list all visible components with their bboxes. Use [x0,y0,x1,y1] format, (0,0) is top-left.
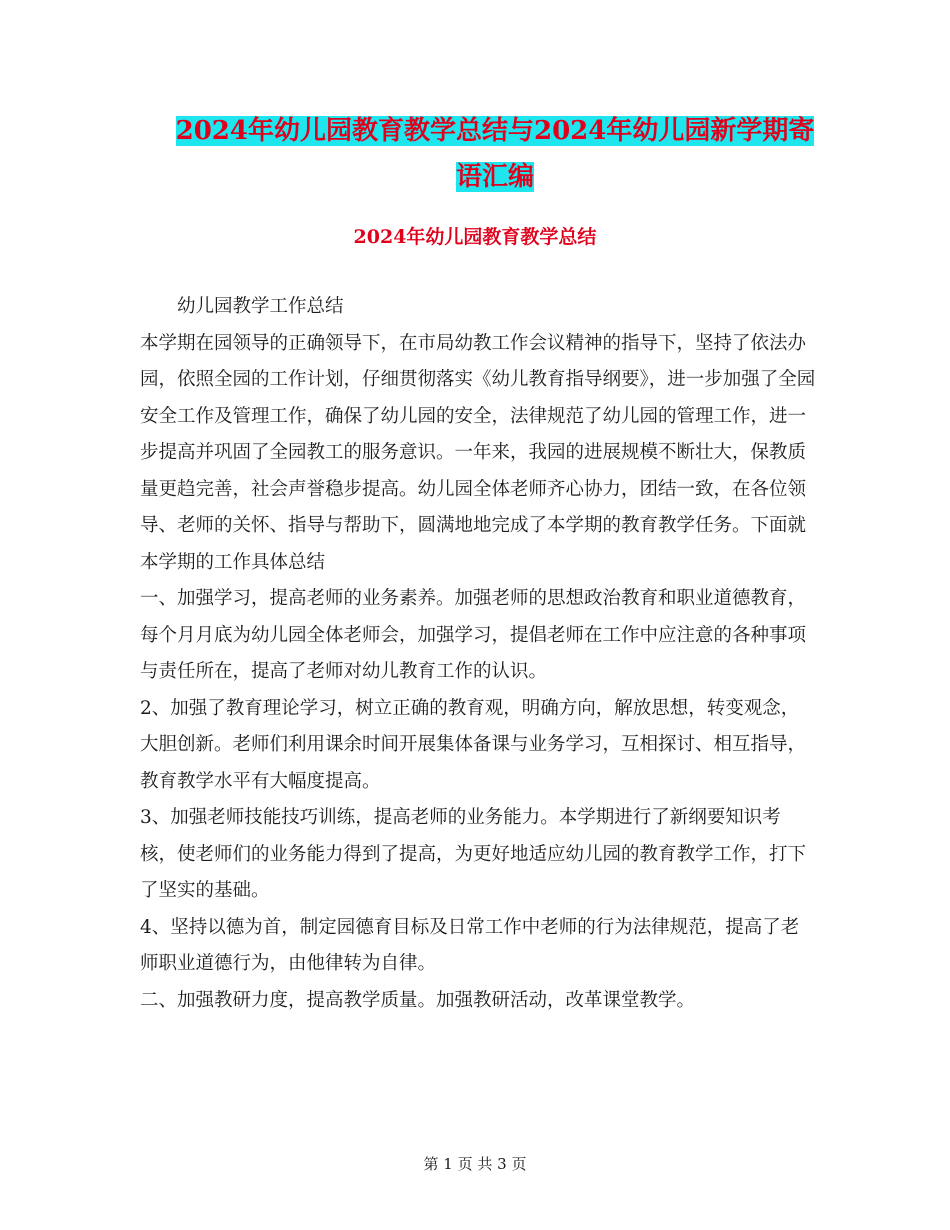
paragraph: 2、加强了教育理论学习，树立正确的教育观，明确方向，解放思想，转变观念，大胆创新。老师们利用课余时间开展集体备课与业务学习，互相探讨、相互指导，教育教学水平有大幅度提高。 [140,697,807,792]
paragraph: 4、坚持以德为首，制定园德育目标及日常工作中老师的行为法律规范，提高了老师职业道德行为，由他律转为自律。 [140,916,800,974]
page-footer: 第 1 页 共 3 页 [423,1155,527,1173]
paragraph: 本学期在园领导的正确领导下，在市局幼教工作会议精神的指导下，坚持了依法办园，依照全园的工作计划，仔细贯彻落实《幼儿教育指导纲要》，进一步加强了全园安全工作及管理工作，确保了幼儿园的安全，法律规范了幼儿园的管理工作，进一步提高并巩固了全园教工的服务意识。一年来，我园的进展规模不断壮大，保教质量更趋完善，社会声誉稳步提高。幼儿园全体老师齐心协力，团结一致，在各位领导、老师的关怀、指导与帮助下，圆满地地完成了本学期的教育教学任务。下面就本学期的工作具体总结 [140,332,816,573]
paragraph: 一、加强学习，提高老师的业务素养。加强老师的思想政治教育和职业道德教育，每个月月底为幼儿园全体老师会，加强学习，提倡老师在工作中应注意的各种事项与责任所在，提高了老师对幼儿教育工作的认识。 [140,588,807,682]
paragraph: 3、加强老师技能技巧训练，提高老师的业务能力。本学期进行了新纲要知识考核，使老师们的业务能力得到了提高，为更好地适应幼儿园的教育教学工作，打下了坚实的基础。 [140,807,807,901]
section-title: 2024年幼儿园教育教学总结 [353,226,597,248]
paragraph: 二、加强教研力度，提高教学质量。加强教研活动，改革课堂教学。 [140,989,696,1011]
document-title [140,108,850,200]
paragraph-heading: 幼儿园教学工作总结 [177,296,344,317]
document-title-line2: 语汇编 [455,162,534,192]
document-body [140,289,816,1019]
document-title-line1: 2024年幼儿园教育教学总结与2024年幼儿园新学期寄 [175,116,815,146]
